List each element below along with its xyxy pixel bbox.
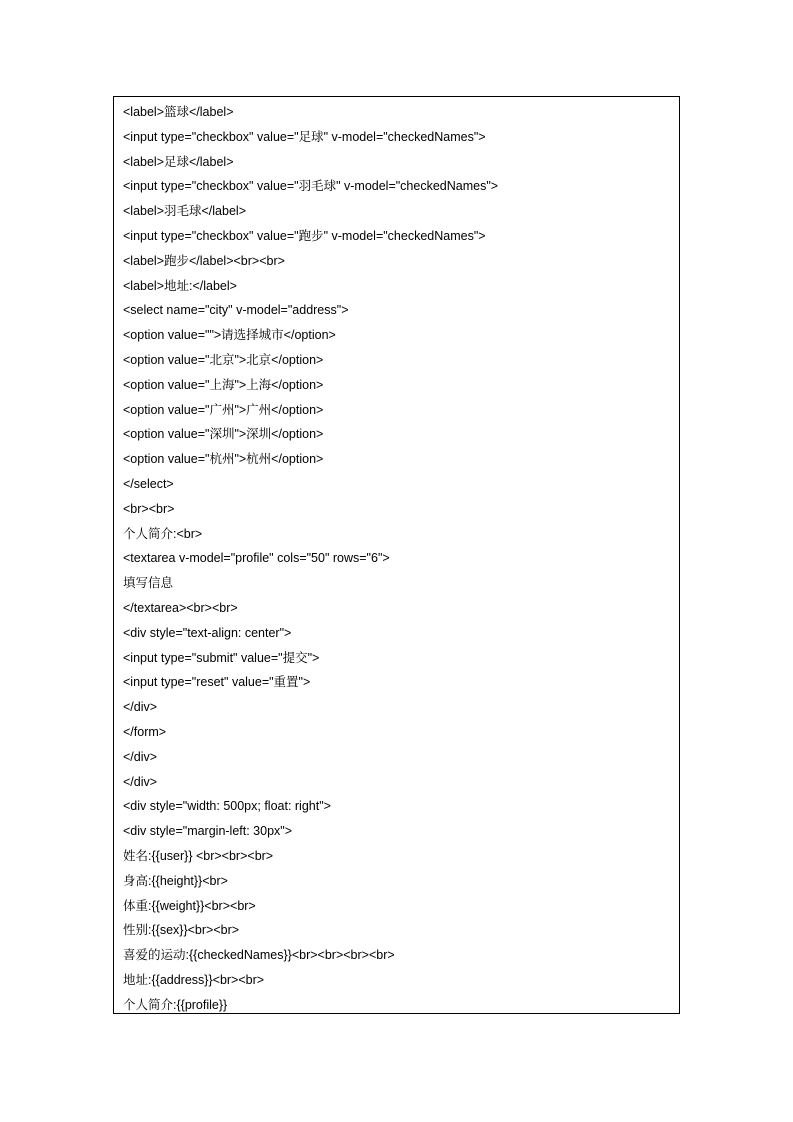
code-line: <option value="上海">上海</option>: [123, 377, 324, 392]
code-line: <br><br>: [123, 501, 175, 516]
code-line: </div>: [123, 774, 158, 789]
code-line: 个人简介:{{profile}}: [123, 997, 228, 1012]
code-line: <option value="广州">广州</option>: [123, 402, 324, 417]
code-line: 填写信息: [123, 576, 174, 591]
code-listing-box: [113, 96, 680, 1014]
code-line: 个人简介:<br>: [123, 526, 203, 541]
code-line: <input type="checkbox" value="跑步" v-model="checkedNames">: [123, 228, 486, 243]
code-line: <label>羽毛球</label>: [123, 204, 246, 219]
code-line: <input type="checkbox" value="羽毛球" v-model="checkedNames">: [123, 179, 499, 194]
code-line: 体重:{{weight}}<br><br>: [123, 898, 256, 913]
code-line: <option value="深圳">深圳</option>: [123, 427, 324, 442]
code-line: </select>: [123, 476, 174, 491]
code-line: </div>: [123, 700, 158, 715]
code-line: <div style="margin-left: 30px">: [123, 824, 293, 839]
code-line: </div>: [123, 749, 158, 764]
code-line: </textarea><br><br>: [123, 600, 238, 615]
code-line: </form>: [123, 724, 167, 739]
code-line: <select name="city" v-model="address">: [123, 303, 349, 318]
code-line: 身高:{{height}}<br>: [123, 873, 228, 888]
code-line: 姓名:{{user}} <br><br><br>: [123, 848, 274, 863]
code-line: <option value="北京">北京</option>: [123, 352, 324, 367]
code-line: 地址:{{address}}<br><br>: [123, 972, 265, 987]
code-line: <option value="">请选择城市</option>: [123, 328, 336, 343]
code-line: <input type="reset" value="重置">: [123, 675, 311, 690]
code-line: <input type="submit" value="提交">: [123, 650, 320, 665]
code-line: <label>地址:</label>: [123, 278, 237, 293]
code-line: <textarea v-model="profile" cols="50" rows="6">: [123, 551, 390, 566]
code-line: 性别:{{sex}}<br><br>: [123, 923, 240, 938]
code-line: <label>跑步</label><br><br>: [123, 253, 285, 268]
code-line: <div style="text-align: center">: [123, 625, 292, 640]
code-line: <label>篮球</label>: [123, 105, 234, 119]
code-line: 喜爱的运动:{{checkedNames}}<br><br><br><br>: [123, 948, 395, 963]
code-line: <div style="width: 500px; float: right">: [123, 799, 331, 814]
code-line: <option value="杭州">杭州</option>: [123, 452, 324, 467]
code-line: <label>足球</label>: [123, 154, 234, 169]
code-line: <input type="checkbox" value="足球" v-model="checkedNames">: [123, 129, 486, 144]
